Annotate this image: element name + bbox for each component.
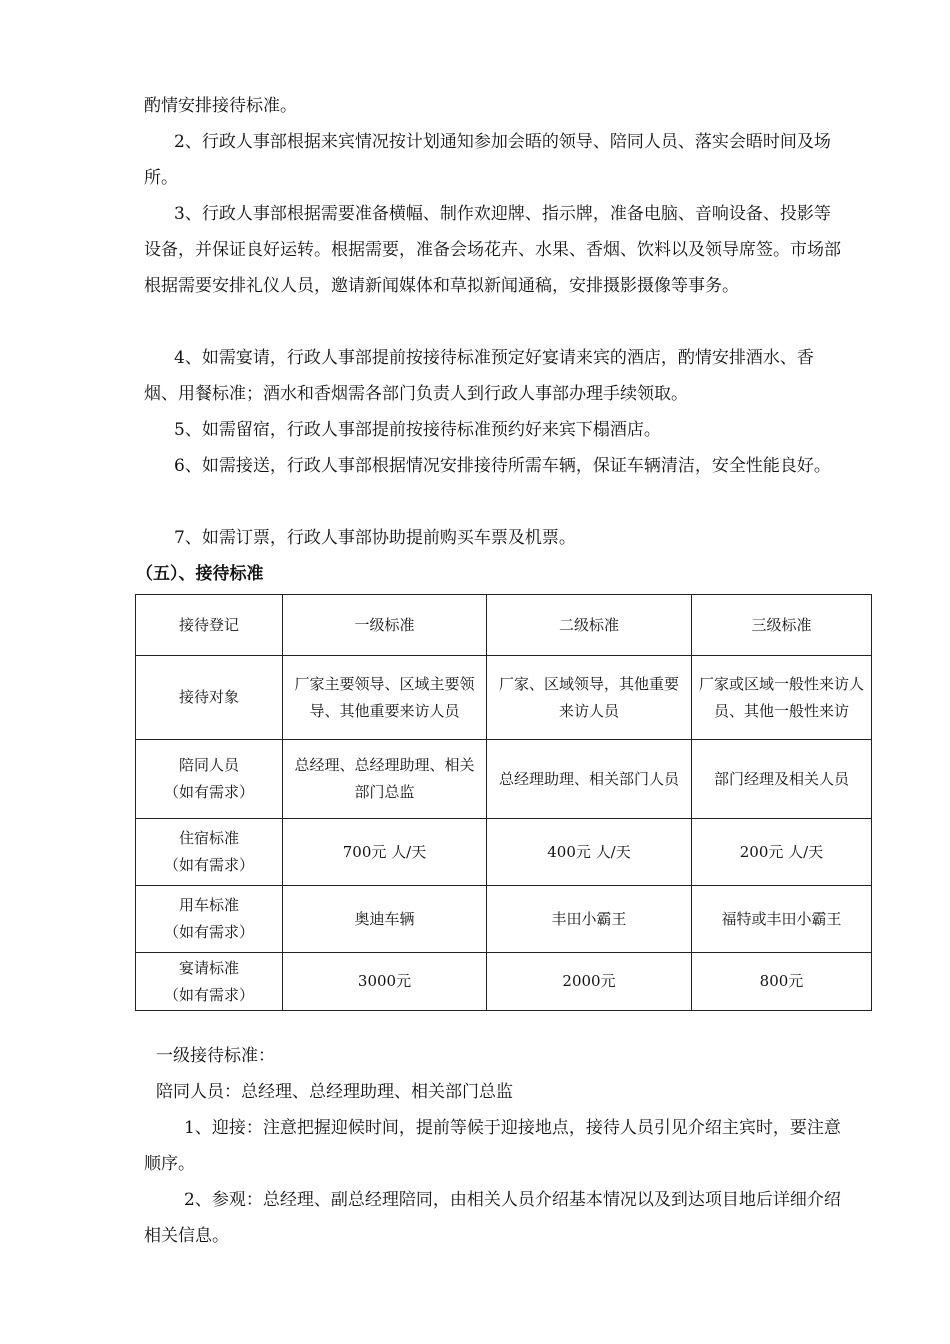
table-cell: 奥迪车辆 [283, 886, 487, 953]
row-label [136, 740, 283, 819]
row-label-text: 陪同人员 [178, 756, 239, 774]
table-row [136, 953, 872, 1011]
row-label-text: 用车标准 [178, 896, 239, 914]
table-row [136, 740, 872, 819]
level-one-item-2: 2、参观：总经理、副总经理陪同，由相关人员介绍基本情况以及到达项目地后详细介绍相关信息。 [144, 1190, 841, 1246]
level-one-accompany: 陪同人员：总经理、总经理助理、相关部门总监 [156, 1082, 513, 1102]
row-label [136, 886, 283, 953]
paragraph-4: 4、如需宴请，行政人事部提前按接待标准预定好宴请来宾的酒店，酌情安排酒水、香烟、用餐标准；酒水和香烟需各部门负责人到行政人事部办理手续领取。 [144, 348, 814, 404]
table-row [136, 819, 872, 886]
table-row [136, 656, 872, 740]
table-cell: 2000元 [487, 953, 692, 1011]
paragraph-1: 酌情安排接待标准。 [144, 96, 297, 116]
reception-standard-table [135, 594, 872, 1011]
table-cell: 部门经理及相关人员 [692, 740, 872, 819]
paragraph-3: 3、行政人事部根据需要准备横幅、制作欢迎牌、指示牌，准备电脑、音响设备、投影等设备，并保证良好运转。根据需要，准备会场花卉、水果、香烟、饮料以及领导席签。市场部根据需要安排礼仪人员，邀请新闻媒体和草拟新闻通稿，安排摄影摄像等事务。 [144, 204, 841, 296]
table-row [136, 886, 872, 953]
table-cell: 厂家主要领导、区域主要领导、其他重要来访人员 [283, 656, 487, 740]
row-label [136, 953, 283, 1011]
row-label-text: 住宿标准 [178, 829, 239, 847]
table-cell: 700元 人/天 [283, 819, 487, 886]
level-one-item-1: 1、迎接：注意把握迎候时间，提前等候于迎接地点，接待人员引见介绍主宾时，要注意顺序。 [144, 1118, 841, 1174]
table-cell: 总经理、总经理助理、相关部门总监 [283, 740, 487, 819]
level-one-title: 一级接待标准： [156, 1046, 275, 1066]
table-cell: 厂家、区域领导，其他重要来访人员 [487, 656, 692, 740]
paragraph-6: 6、如需接送，行政人事部根据情况安排接待所需车辆，保证车辆清洁，安全性能良好。 [174, 456, 831, 476]
table-cell: 3000元 [283, 953, 487, 1011]
table-cell: 400元 人/天 [487, 819, 692, 886]
table-cell: 福特或丰田小霸王 [692, 886, 872, 953]
section-heading: （五）、接待标准 [136, 564, 264, 584]
row-label [136, 819, 283, 886]
row-label-note: （如有需求） [163, 783, 254, 801]
header-cell: 二级标准 [487, 595, 692, 656]
header-cell: 三级标准 [692, 595, 872, 656]
table-cell: 800元 [692, 953, 872, 1011]
table-cell: 丰田小霸王 [487, 886, 692, 953]
paragraph-5: 5、如需留宿，行政人事部提前按接待标准预约好来宾下榻酒店。 [174, 420, 661, 440]
table-cell: 总经理助理、相关部门人员 [487, 740, 692, 819]
row-label-note: （如有需求） [163, 923, 254, 941]
header-cell: 接待登记 [136, 595, 283, 656]
row-label-text: 宴请标准 [178, 958, 239, 977]
header-cell: 一级标准 [283, 595, 487, 656]
row-label-text: 接待对象 [178, 688, 239, 706]
row-label-note: （如有需求） [163, 985, 254, 1004]
table-header-row [136, 595, 872, 656]
row-label-note: （如有需求） [163, 856, 254, 874]
paragraph-7: 7、如需订票，行政人事部协助提前购买车票及机票。 [174, 528, 576, 548]
paragraph-2: 2、行政人事部根据来宾情况按计划通知参加会晤的领导、陪同人员、落实会晤时间及场所。 [144, 132, 831, 188]
row-label [136, 656, 283, 740]
table-cell: 厂家或区域一般性来访人员、其他一般性来访 [692, 656, 872, 740]
table-cell: 200元 人/天 [692, 819, 872, 886]
